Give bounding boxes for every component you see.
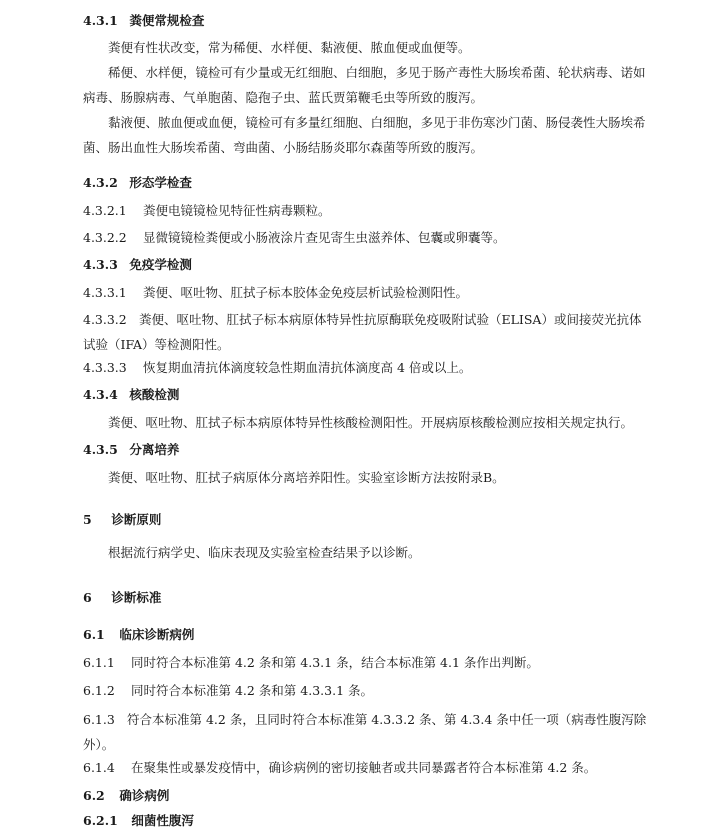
clause-text: 在聚集性或暴发疫情中，确诊病例的密切接触者或共同暴露者符合本标准第 4.2 条。 — [130, 760, 597, 775]
section-title: 确诊病例 — [119, 788, 170, 803]
section-number: 6 — [83, 590, 92, 605]
clause-text: 符合本标准第 4.2 条，且同时符合本标准第 4.3.3.2 条、第 4.3.4 条中任一项（病毒性腹泻除外）。 — [83, 712, 647, 752]
section-number: 6.1 — [83, 627, 105, 642]
section-heading-4-3-4 — [83, 382, 179, 407]
clause-number: 4.3.3.1 — [83, 285, 127, 300]
section-number: 4.3.5 — [83, 442, 118, 457]
clause-text: 粪便、呕吐物、肛拭子标本病原体特异性抗原酶联免疫吸附试验（ELISA）或间接荧光抗体试验（IFA）等检测阳性。 — [83, 312, 642, 352]
clause-number: 6.1.4 — [83, 760, 115, 775]
section-title: 临床诊断病例 — [119, 627, 195, 642]
clause-text: 同时符合本标准第 4.2 条和第 4.3.3.1 条。 — [130, 683, 373, 698]
section-heading-6 — [83, 585, 161, 610]
clause-6-1-2 — [83, 678, 373, 703]
section-number: 6.2 — [83, 788, 105, 803]
section-title: 形态学检查 — [129, 175, 192, 190]
section-title: 粪便常规检查 — [129, 13, 205, 28]
clause-6-1-1 — [83, 650, 539, 675]
clause-4-3-2-2 — [83, 225, 506, 250]
section-title: 细菌性腹泻 — [131, 813, 194, 828]
clause-number: 6.1.3 — [83, 712, 115, 727]
section-heading-6-2-1 — [83, 808, 194, 833]
paragraph-4-3-1-b: 稀便、水样便，镜检可有少量或无红细胞、白细胞，多见于肠产毒性大肠埃希菌、轮状病毒、诺如病毒、肠腺病毒、气单胞菌、隐孢子虫、蓝氏贾第鞭毛虫等所致的腹泻。 — [83, 65, 646, 105]
section-number: 4.3.3 — [83, 257, 118, 272]
clause-text: 显微镜镜检粪便或小肠液涂片查见寄生虫滋养体、包囊或卵囊等。 — [142, 230, 506, 245]
section-number: 4.3.2 — [83, 175, 118, 190]
section-title: 诊断标准 — [111, 590, 162, 605]
paragraph-4-3-5: 粪便、呕吐物、肛拭子病原体分离培养阳性。实验室诊断方法按附录B。 — [108, 470, 505, 485]
section-heading-4-3-5 — [83, 437, 179, 462]
clause-4-3-3-3 — [83, 355, 471, 380]
section-title: 核酸检测 — [129, 387, 180, 402]
section-number: 5 — [83, 512, 92, 527]
section-number: 4.3.4 — [83, 387, 118, 402]
clause-4-3-3-2 — [83, 307, 649, 357]
paragraph-5: 根据流行病学史、临床表现及实验室检查结果予以诊断。 — [108, 545, 421, 560]
clause-number: 4.3.2.2 — [83, 230, 127, 245]
paragraph-4-3-1-c: 黏液便、脓血便或血便，镜检可有多量红细胞、白细胞，多见于非伤寒沙门菌、肠侵袭性大肠埃希菌、肠出血性大肠埃希菌、弯曲菌、小肠结肠炎耶尔森菌等所致的腹泻。 — [83, 115, 646, 155]
clause-number: 4.3.2.1 — [83, 203, 127, 218]
clause-number: 4.3.3.2 — [83, 312, 127, 327]
section-heading-6-1 — [83, 622, 194, 647]
section-number: 4.3.1 — [83, 13, 118, 28]
section-heading-4-3-2 — [83, 170, 192, 195]
section-heading-4-3-1 — [83, 8, 204, 33]
clause-6-1-3 — [83, 707, 649, 757]
section-title: 分离培养 — [129, 442, 180, 457]
clause-text: 粪便、呕吐物、肛拭子标本胶体金免疫层析试验检测阳性。 — [142, 285, 468, 300]
clause-4-3-2-1 — [83, 198, 331, 223]
section-title: 诊断原则 — [111, 512, 162, 527]
paragraph-4-3-1-a: 粪便有性状改变，常为稀便、水样便、黏液便、脓血便或血便等。 — [108, 40, 471, 55]
clause-number: 4.3.3.3 — [83, 360, 127, 375]
clause-6-1-4 — [83, 755, 596, 780]
clause-4-3-3-1 — [83, 280, 468, 305]
section-number: 6.2.1 — [83, 813, 118, 828]
clause-text: 同时符合本标准第 4.2 条和第 4.3.1 条，结合本标准第 4.1 条作出判断。 — [130, 655, 539, 670]
section-heading-4-3-3 — [83, 252, 192, 277]
section-title: 免疫学检测 — [129, 257, 192, 272]
clause-number: 6.1.1 — [83, 655, 115, 670]
clause-text: 恢复期血清抗体滴度较急性期血清抗体滴度高 4 倍或以上。 — [142, 360, 472, 375]
section-heading-5 — [83, 507, 161, 532]
paragraph-4-3-4: 粪便、呕吐物、肛拭子标本病原体特异性核酸检测阳性。开展病原核酸检测应按相关规定执行。 — [108, 415, 634, 430]
clause-number: 6.1.2 — [83, 683, 115, 698]
section-heading-6-2 — [83, 783, 169, 808]
clause-text: 粪便电镜镜检见特征性病毒颗粒。 — [142, 203, 331, 218]
